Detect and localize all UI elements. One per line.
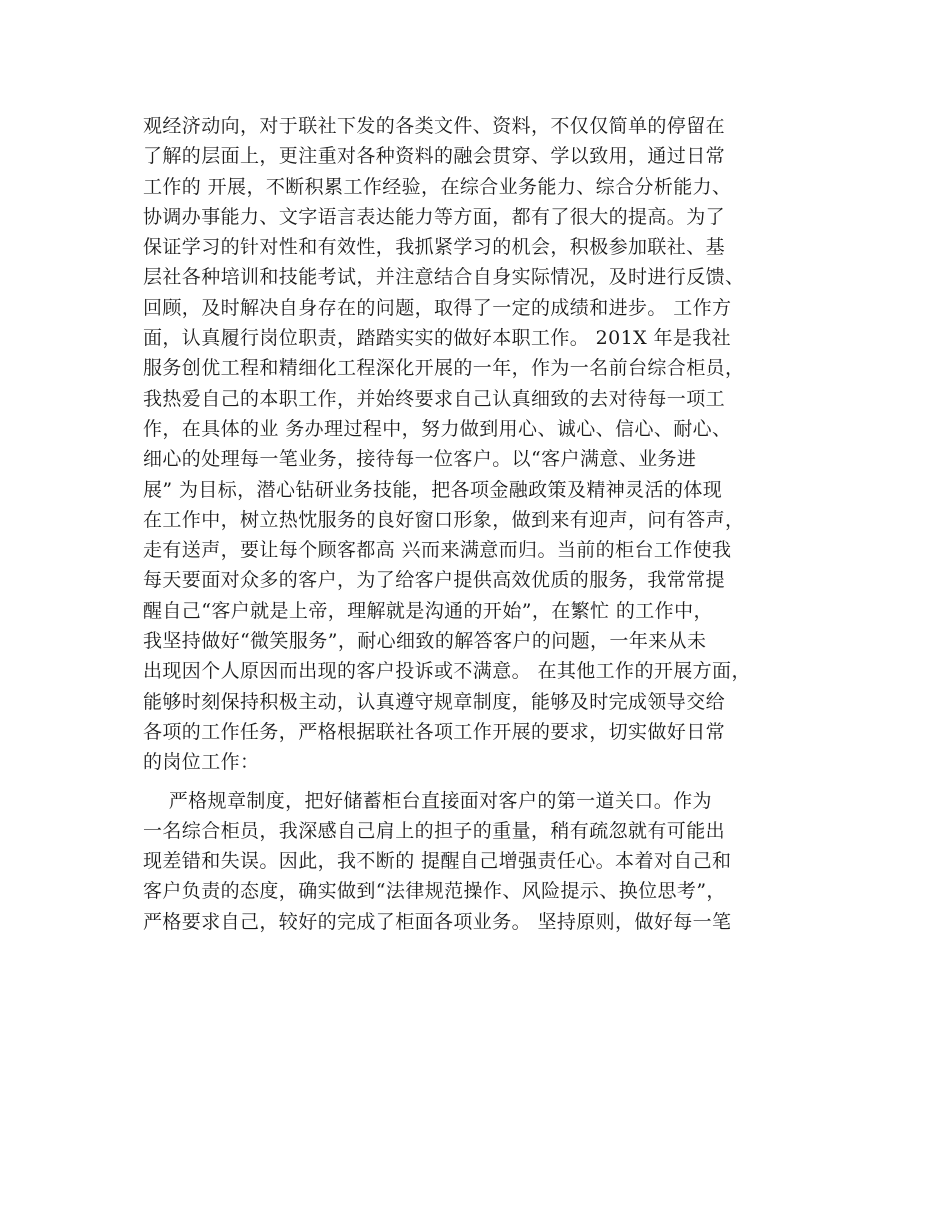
- text-line: 保证学习的针对性和有效性，我抓紧学习的机会，积极参加联社、基: [143, 236, 726, 259]
- text-line: 现差错和失误。因此，我不断的 提醒自己增强责任心。本着对自己和: [143, 850, 732, 873]
- text-line: 能够时刻保持积极主动，认真遵守规章制度，能够及时完成领导交给: [143, 690, 726, 713]
- text-line: 服务创优工程和精细化工程深化开展的一年，作为一名前台综合柜员，: [143, 357, 745, 380]
- text-line: 每天要面对众多的客户，为了给客户提供高效优质的服务，我常常提: [143, 569, 726, 592]
- text-line: 我坚持做好“微笑服务”，耐心细致的解答客户的问题，一年来从未: [143, 630, 707, 653]
- text-line: 了解的层面上，更注重对各种资料的融会贯穿、学以致用，通过日常: [143, 145, 726, 168]
- paragraph-2: [143, 786, 823, 937]
- text-line: 走有送声，要让每个顾客都高 兴而来满意而归。当前的柜台工作使我: [143, 539, 732, 562]
- text-line: 工作的 开展，不断积累工作经验，在综合业务能力、综合分析能力、: [143, 175, 732, 198]
- text-line: 在工作中，树立热忱服务的良好窗口形象，做到来有迎声，问有答声，: [143, 508, 745, 531]
- text-line: 细心的处理每一笔业务，接待每一位客户。以“客户满意、业务进: [143, 448, 697, 471]
- text-line: 严格规章制度，把好储蓄柜台直接面对客户的第一道关口。作为: [143, 789, 712, 812]
- text-line: 醒自己“客户就是上帝，理解就是沟通的开始”，在繁忙 的工作中，: [143, 599, 713, 622]
- text-line: 协调办事能力、文字语言表达能力等方面，都有了很大的提高。为了: [143, 205, 726, 228]
- text-line: 各项的工作任务，严格根据联社各项工作开展的要求，切实做好日常: [143, 720, 726, 743]
- text-line: 的岗位工作：: [143, 751, 260, 774]
- text-line: 回顾，及时解决自身存在的问题，取得了一定的成绩和进步。 工作方: [143, 296, 732, 319]
- text-line: 严格要求自己，较好的完成了柜面各项业务。 坚持原则，做好每一笔: [143, 910, 732, 933]
- document-body: [143, 111, 823, 937]
- text-line: 一名综合柜员，我深感自己肩上的担子的重量，稍有疏忽就有可能出: [143, 819, 726, 842]
- text-line: 作，在具体的业 务办理过程中，努力做到用心、诚心、信心、耐心、: [143, 417, 732, 440]
- text-line: 面，认真履行岗位职责，踏踏实实的做好本职工作。 201X 年是我社: [143, 327, 732, 350]
- text-line: 观经济动向，对于联社下发的各类文件、资料，不仅仅简单的停留在: [143, 115, 726, 137]
- text-line: 展” 为目标，潜心钻研业务技能，把各项金融政策及精神灵活的体现: [143, 478, 723, 501]
- paragraph-gap: [143, 778, 823, 786]
- text-line: 客户负责的态度，确实做到“法律规范操作、风险提示、换位思考”，: [143, 880, 726, 903]
- paragraph-1: [143, 111, 823, 778]
- text-line: 我热爱自己的本职工作，并始终要求自己认真细致的去对待每一项工: [143, 387, 726, 410]
- text-line: 层社各种培训和技能考试，并注意结合自身实际情况，及时进行反馈、: [143, 266, 745, 289]
- text-line: 出现因个人原因而出现的客户投诉或不满意。 在其他工作的开展方面，: [143, 660, 751, 683]
